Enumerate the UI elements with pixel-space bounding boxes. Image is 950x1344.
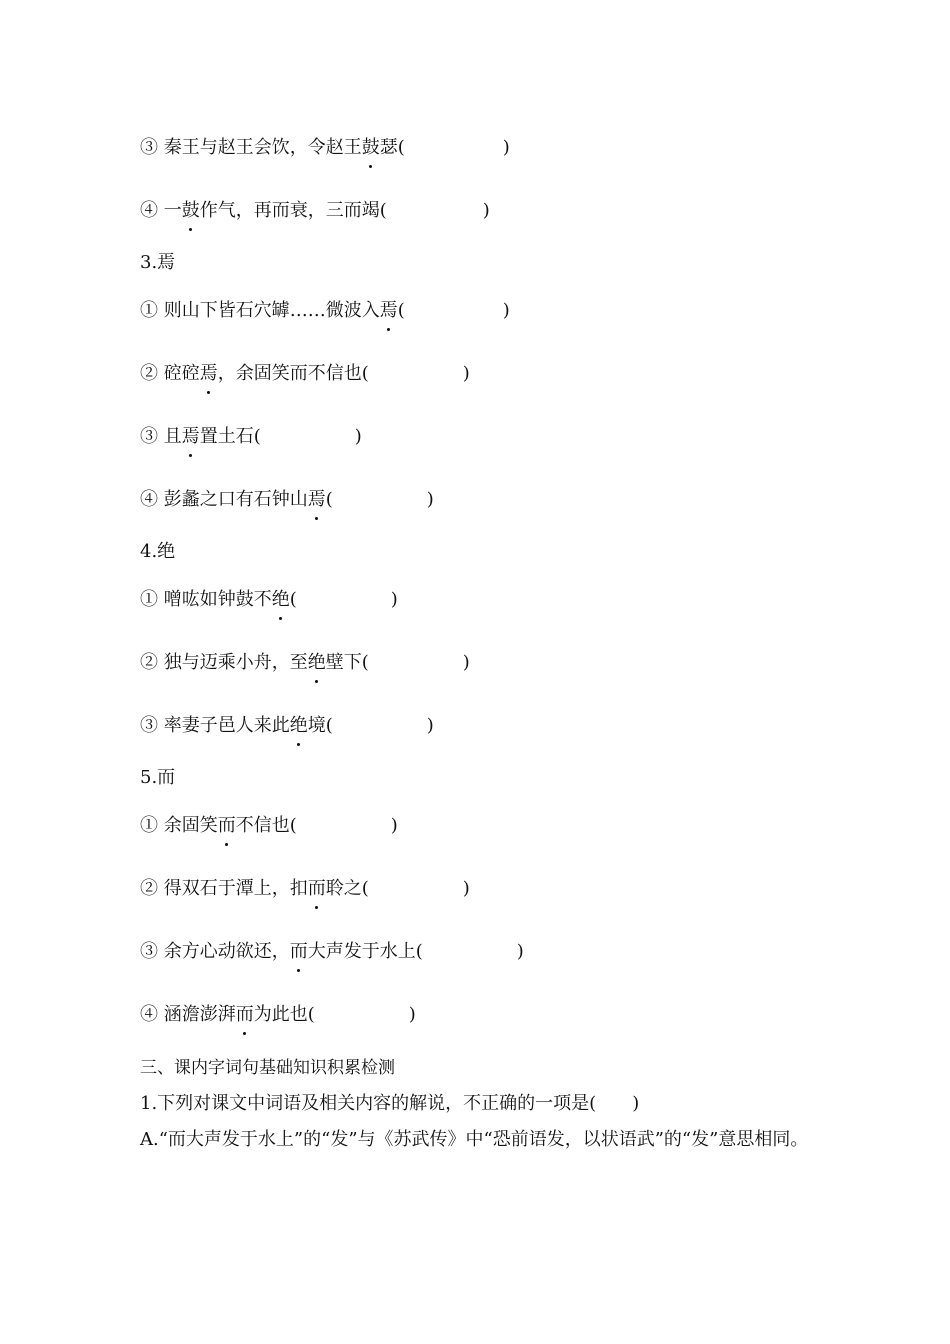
emphasis-char: 焉 (307, 489, 326, 510)
group-heading-jue: 4.绝 (140, 541, 176, 562)
emphasis-char: 鼓 (181, 200, 200, 221)
item-2-yan: ② 硿硿焉，余固笑而不信也( ) (140, 363, 470, 384)
item-3-yan: ③ 且焉置土石( ) (140, 426, 362, 447)
emphasis-char: 绝 (307, 652, 326, 673)
item-1-er: ① 余固笑而不信也( ) (140, 815, 398, 836)
item-4-gu: ④ 一鼓作气，再而衰，三而竭( ) (140, 200, 490, 221)
group-heading-er: 5.而 (140, 767, 176, 788)
emphasis-char: 焉 (181, 426, 200, 447)
item-4-er: ④ 涵澹澎湃而为此也( ) (140, 1004, 416, 1025)
emphasis-char: 鼓 (361, 137, 380, 158)
item-1-jue: ① 噌吰如钟鼓不绝( ) (140, 589, 398, 610)
emphasis-char: 而 (217, 815, 236, 836)
item-4-yan: ④ 彭蠡之口有石钟山焉( ) (140, 489, 434, 510)
emphasis-char: 绝 (271, 589, 290, 610)
emphasis-char: 而 (307, 878, 326, 899)
group-heading-yan: 3.焉 (140, 252, 176, 273)
option-a[interactable]: A.“而大声发于水上”的“发”与《苏武传》中“恐前语发，以状语武”的“发”意思相同。 (140, 1129, 809, 1150)
item-3-er: ③ 余方心动欲还，而大声发于水上( ) (140, 941, 524, 962)
item-1-yan: ① 则山下皆石穴罅……微波入焉( ) (140, 300, 510, 321)
emphasis-char: 焉 (199, 363, 218, 384)
section-title: 三、课内字词句基础知识积累检测 (140, 1058, 395, 1078)
item-2-jue: ② 独与迈乘小舟，至绝壁下( ) (140, 652, 470, 673)
emphasis-char: 绝 (289, 715, 308, 736)
question-1: 1.下列对课文中词语及相关内容的解说，不正确的一项是( ) (140, 1093, 640, 1114)
emphasis-char: 而 (289, 941, 308, 962)
item-3-jue: ③ 率妻子邑人来此绝境( ) (140, 715, 434, 736)
emphasis-char: 而 (235, 1004, 254, 1025)
item-2-er: ② 得双石于潭上，扣而聆之( ) (140, 878, 470, 899)
emphasis-char: 焉 (379, 300, 398, 321)
item-3-gu: ③ 秦王与赵王会饮，令赵王鼓瑟( ) (140, 137, 510, 158)
